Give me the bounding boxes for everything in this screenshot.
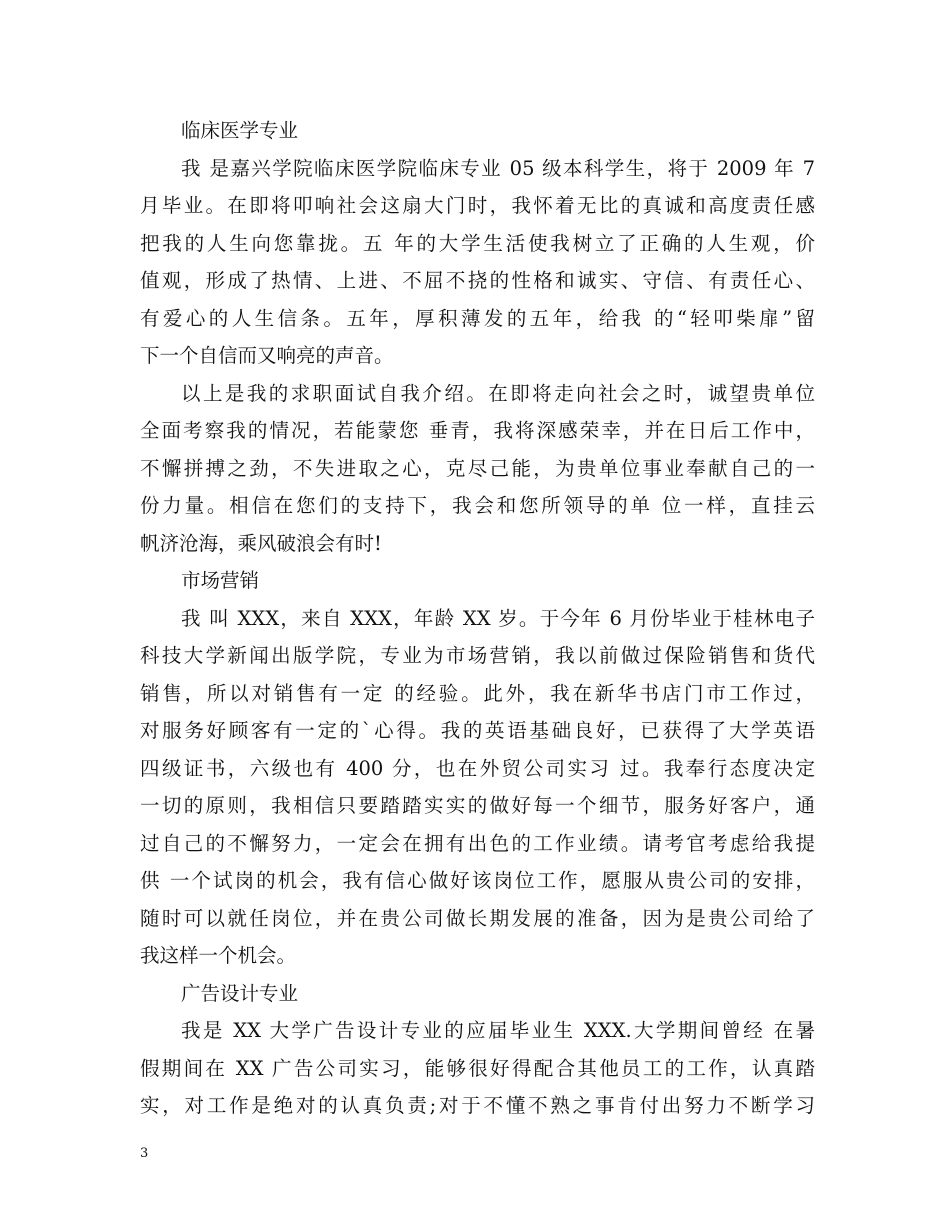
paragraph-line: 四级证书，六级也有 400 分，也在外贸公司实习 过。我奉行态度决定 (140, 756, 815, 780)
paragraph-line: 假期间在 XX 广告公司实习，能够很好得配合其他员工的工作，认真踏 (140, 1056, 815, 1080)
paragraph-line: 我这样一个机会。 (140, 944, 297, 967)
paragraph-line: 全面考察我的情况，若能蒙您 垂青，我将深感荣幸，并在日后工作中， (140, 419, 815, 442)
paragraph-line: 月毕业。在即将叩响社会这扇大门时，我怀着无比的真诚和高度责任感 (140, 194, 815, 217)
paragraph-line: 有爱心的人生信条。五年，厚积薄发的五年，给我 的“轻叩柴扉”留 (140, 306, 815, 330)
section-heading: 广告设计专业 (181, 981, 299, 1005)
paragraph-line: 我 是嘉兴学院临床医学院临床专业 05 级本科学生，将于 2009 年 7 (181, 156, 815, 180)
paragraph-line: 我是 XX 大学广告设计专业的应届毕业生 XXX.大学期间曾经 在暑 (181, 1019, 815, 1042)
paragraph-line: 以上是我的求职面试自我介绍。在即将走向社会之时，诚望贵单位 (181, 381, 815, 405)
paragraph-line: 我 叫 XXX，来自 XXX，年龄 XX 岁。于今年 6 月份毕业于桂林电子 (181, 606, 815, 630)
page-number: 3 (140, 1146, 149, 1161)
paragraph-line: 过自己的不懈努力，一定会在拥有出色的工作业绩。请考官考虑给我提 (140, 831, 815, 855)
paragraph-line: 对服务好顾客有一定的`心得。我的英语基础良好，已获得了大学英语 (140, 719, 815, 742)
paragraph-line: 科技大学新闻出版学院，专业为市场营销，我以前做过保险销售和货代 (140, 644, 815, 667)
paragraph-line: 随时可以就任岗位，并在贵公司做长期发展的准备，因为是贵公司给了 (140, 906, 815, 930)
paragraph-line: 不懈拼搏之劲，不失进取之心，克尽己能，为贵单位事业奉献自己的一 (140, 456, 815, 480)
paragraph-line: 实，对工作是绝对的认真负责;对于不懂不熟之事肯付出努力不断学习 (140, 1094, 815, 1117)
paragraph-line: 把我的人生向您靠拢。五 年的大学生活使我树立了正确的人生观，价 (140, 231, 815, 255)
paragraph-line: 供 一个试岗的机会，我有信心做好该岗位工作，愿服从贵公司的安排， (140, 869, 815, 892)
paragraph-line: 帆济沧海，乘风破浪会有时! (140, 531, 382, 555)
paragraph-line: 值观，形成了热情、上进、不屈不挠的性格和诚实、守信、有责任心、 (140, 269, 815, 292)
section-heading: 临床医学专业 (181, 119, 299, 142)
section-heading: 市场营销 (181, 569, 260, 592)
paragraph-line: 下一个自信而又响亮的声音。 (140, 344, 394, 367)
paragraph-line: 份力量。相信在您们的支持下，我会和您所领导的单 位一样，直挂云 (140, 494, 815, 517)
document-body (140, 112, 815, 1125)
paragraph-line: 销售，所以对销售有一定 的经验。此外，我在新华书店门市工作过， (140, 681, 815, 705)
paragraph-line: 一切的原则，我相信只要踏踏实实的做好每一个细节，服务好客户，通 (140, 794, 815, 817)
